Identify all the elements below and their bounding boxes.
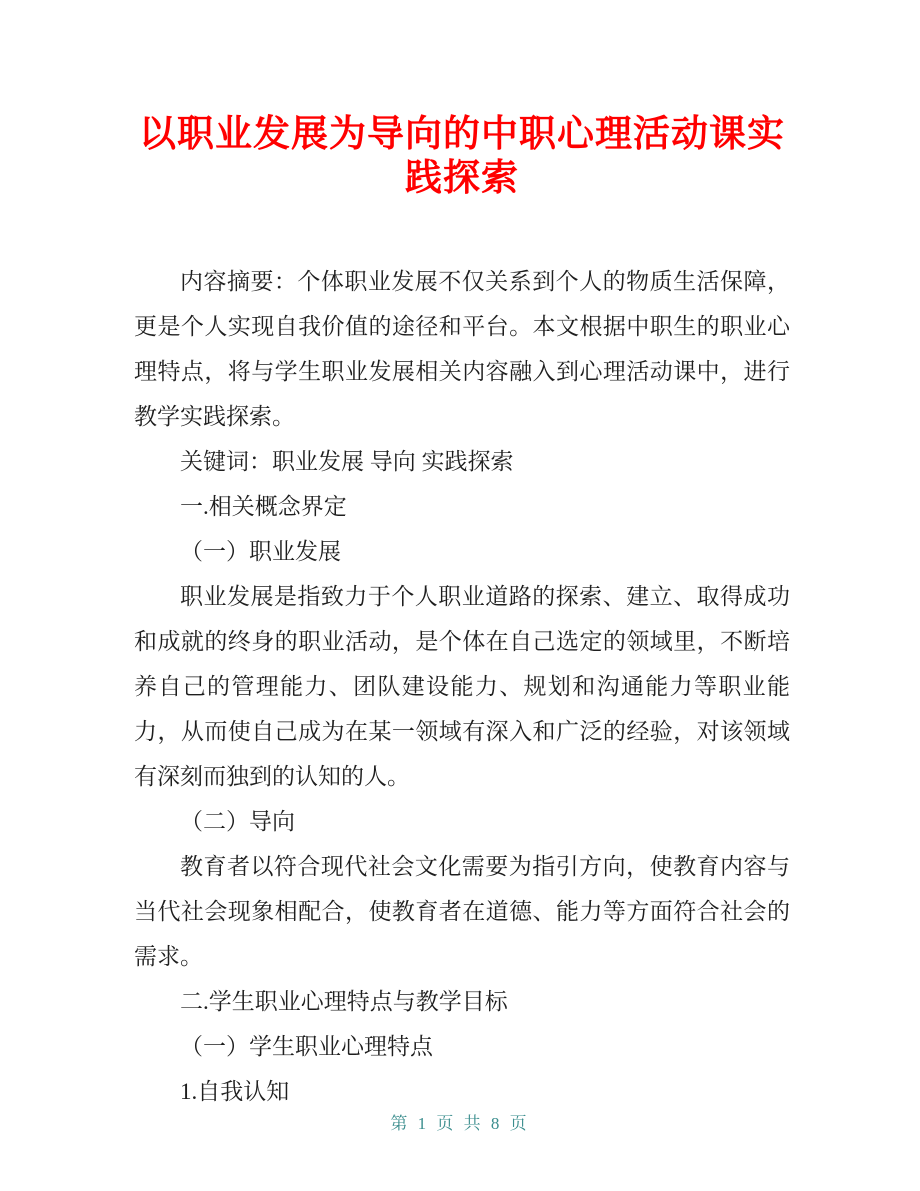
paragraph-keywords: 关键词：职业发展 导向 实践探索 <box>180 449 514 474</box>
heading-section-1: 一.相关概念界定 <box>180 494 347 519</box>
paragraph-abstract: 内容摘要：个体职业发展不仅关系到个人的物质生活保障，更是个人实现自我价值的途径和平台。本文根据中职生的职业心理特点，将与学生职业发展相关内容融入到心理活动课中，进行教学实践探索。 <box>134 269 790 429</box>
document-body <box>134 259 790 1114</box>
paragraph-career-dev: 职业发展是指致力于个人职业道路的探索、建立、取得成功和成就的终身的职业活动，是个体在自己选定的领域里，不断培养自己的管理能力、团队建设能力、规划和沟通能力等职业能力，从而使自己成为在某一领域有深入和广泛的经验，对该领域有深刻而独到的认知的人。 <box>134 584 790 789</box>
heading-section-1-2: （二）导向 <box>180 809 295 834</box>
heading-self-cognition: 1.自我认知 <box>180 1079 290 1104</box>
page-number-footer: 第 1 页 共 8 页 <box>390 1114 530 1133</box>
paragraph-orientation: 教育者以符合现代社会文化需要为指引方向，使教育内容与当代社会现象相配合，使教育者在道德、能力等方面符合社会的需求。 <box>134 854 790 969</box>
heading-section-2-1: （一）学生职业心理特点 <box>180 1034 433 1059</box>
heading-section-1-1: （一）职业发展 <box>180 539 341 564</box>
heading-section-2: 二.学生职业心理特点与教学目标 <box>180 989 508 1014</box>
document-title: 以职业发展为导向的中职心理活动课实践探索 <box>139 113 785 198</box>
